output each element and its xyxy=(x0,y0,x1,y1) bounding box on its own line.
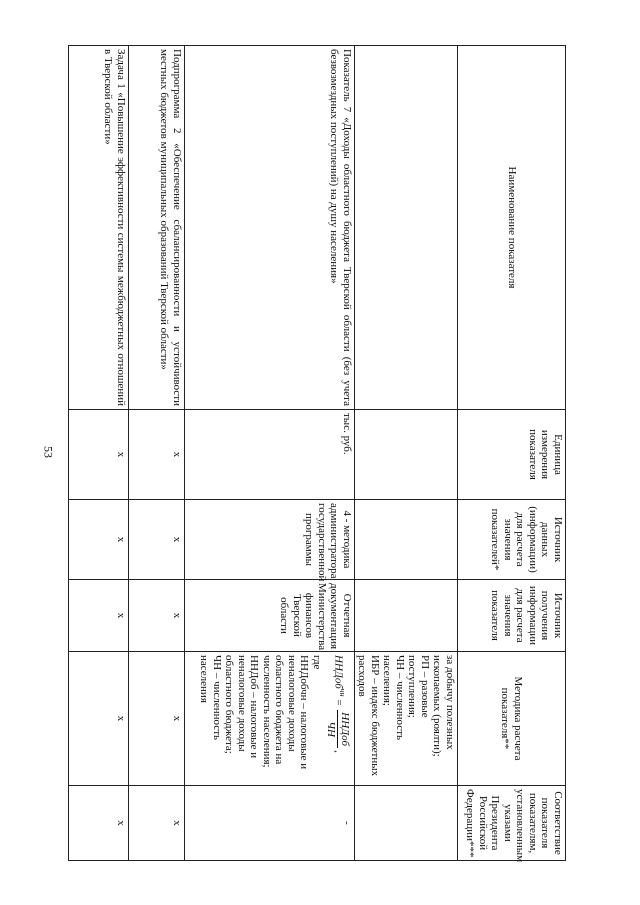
cell-unit: тыс. руб. xyxy=(185,410,355,500)
formula-left: НН xyxy=(332,655,345,671)
header-compliance: Соответствие показателя показателям, установленным указами Президента Российской Федерации*** xyxy=(458,786,566,861)
method-line: ННДобчн – налоговые и неналоговые доходы областного бюджета на численность населения; xyxy=(261,655,311,770)
method-line: ННДоб – налоговые и неналоговые доходы областного бюджета; xyxy=(223,655,261,759)
formula-eq: = xyxy=(332,696,345,709)
method-line: ЧН – численность населения xyxy=(198,655,223,741)
indicators-table xyxy=(68,45,566,861)
cell-info-source: х xyxy=(69,580,129,652)
method-line: ИБР – индекс бюджетных расходов xyxy=(356,655,381,777)
table-row xyxy=(185,46,355,861)
cell-data-source xyxy=(355,500,458,580)
cell-compliance: х xyxy=(69,786,129,861)
table-row xyxy=(69,46,129,861)
cell-method xyxy=(355,652,458,786)
cell-data-source: 4 - методика администратора государственной программы xyxy=(185,500,355,580)
method-line: РП – разовые поступления; xyxy=(406,655,431,718)
table-row xyxy=(355,46,458,861)
formula-left-sup: чн xyxy=(338,688,348,697)
header-unit: Единица измерения показателя xyxy=(458,410,566,500)
cell-method: х xyxy=(69,652,129,786)
rotated-table-wrapper xyxy=(86,45,566,863)
cell-name: Подпрограмма 2 «Обеспечение сбалансированности и устойчивости местных бюджетов муниципальных образований Тверской области» xyxy=(129,46,185,410)
cell-method xyxy=(185,652,355,786)
cell-unit: х xyxy=(69,410,129,500)
cell-name: Показатель 7 «Доходы областного бюджета Тверской области (без учета безвозмездных поступлений) на душу населения» xyxy=(185,46,355,410)
cell-info-source: х xyxy=(129,580,185,652)
cell-method: х xyxy=(129,652,185,786)
cell-info-source xyxy=(355,580,458,652)
cell-name: Задача 1 «Повышение эффективности системы межбюджетных отношений в Тверской области» xyxy=(69,46,129,410)
cell-data-source: х xyxy=(69,500,129,580)
header-method: Методика расчета показателя** xyxy=(458,652,566,786)
formula-left-sub: Доб xyxy=(332,670,345,689)
header-info-source: Источник получения информации для расчета значения показателя xyxy=(458,580,566,652)
formula-fraction xyxy=(325,710,351,748)
method-line: за добычу полезных ископаемых (роялти); xyxy=(431,655,456,757)
formula-denominator: ЧН xyxy=(325,721,338,737)
header-data-source: Источник данных (информации) для расчета значения показателей* xyxy=(458,500,566,580)
header-name: Наименование показателя xyxy=(458,46,566,410)
cell-unit: х xyxy=(129,410,185,500)
cell-unit xyxy=(355,410,458,500)
method-line: ЧН – численность населения; xyxy=(381,655,406,741)
cell-compliance: х xyxy=(129,786,185,861)
where-label: где xyxy=(311,655,323,670)
cell-name xyxy=(355,46,458,410)
cell-info-source: Отчетная документация Министерства финансов Тверской области xyxy=(185,580,355,652)
formula xyxy=(325,655,351,782)
page-number: 53 xyxy=(41,446,56,458)
cell-compliance xyxy=(355,786,458,861)
table-header-row xyxy=(458,46,566,861)
table-row xyxy=(129,46,185,861)
cell-compliance: - xyxy=(185,786,355,861)
cell-data-source: х xyxy=(129,500,185,580)
formula-numerator: ННДоб xyxy=(339,712,351,747)
formula-tail: , xyxy=(332,750,345,753)
